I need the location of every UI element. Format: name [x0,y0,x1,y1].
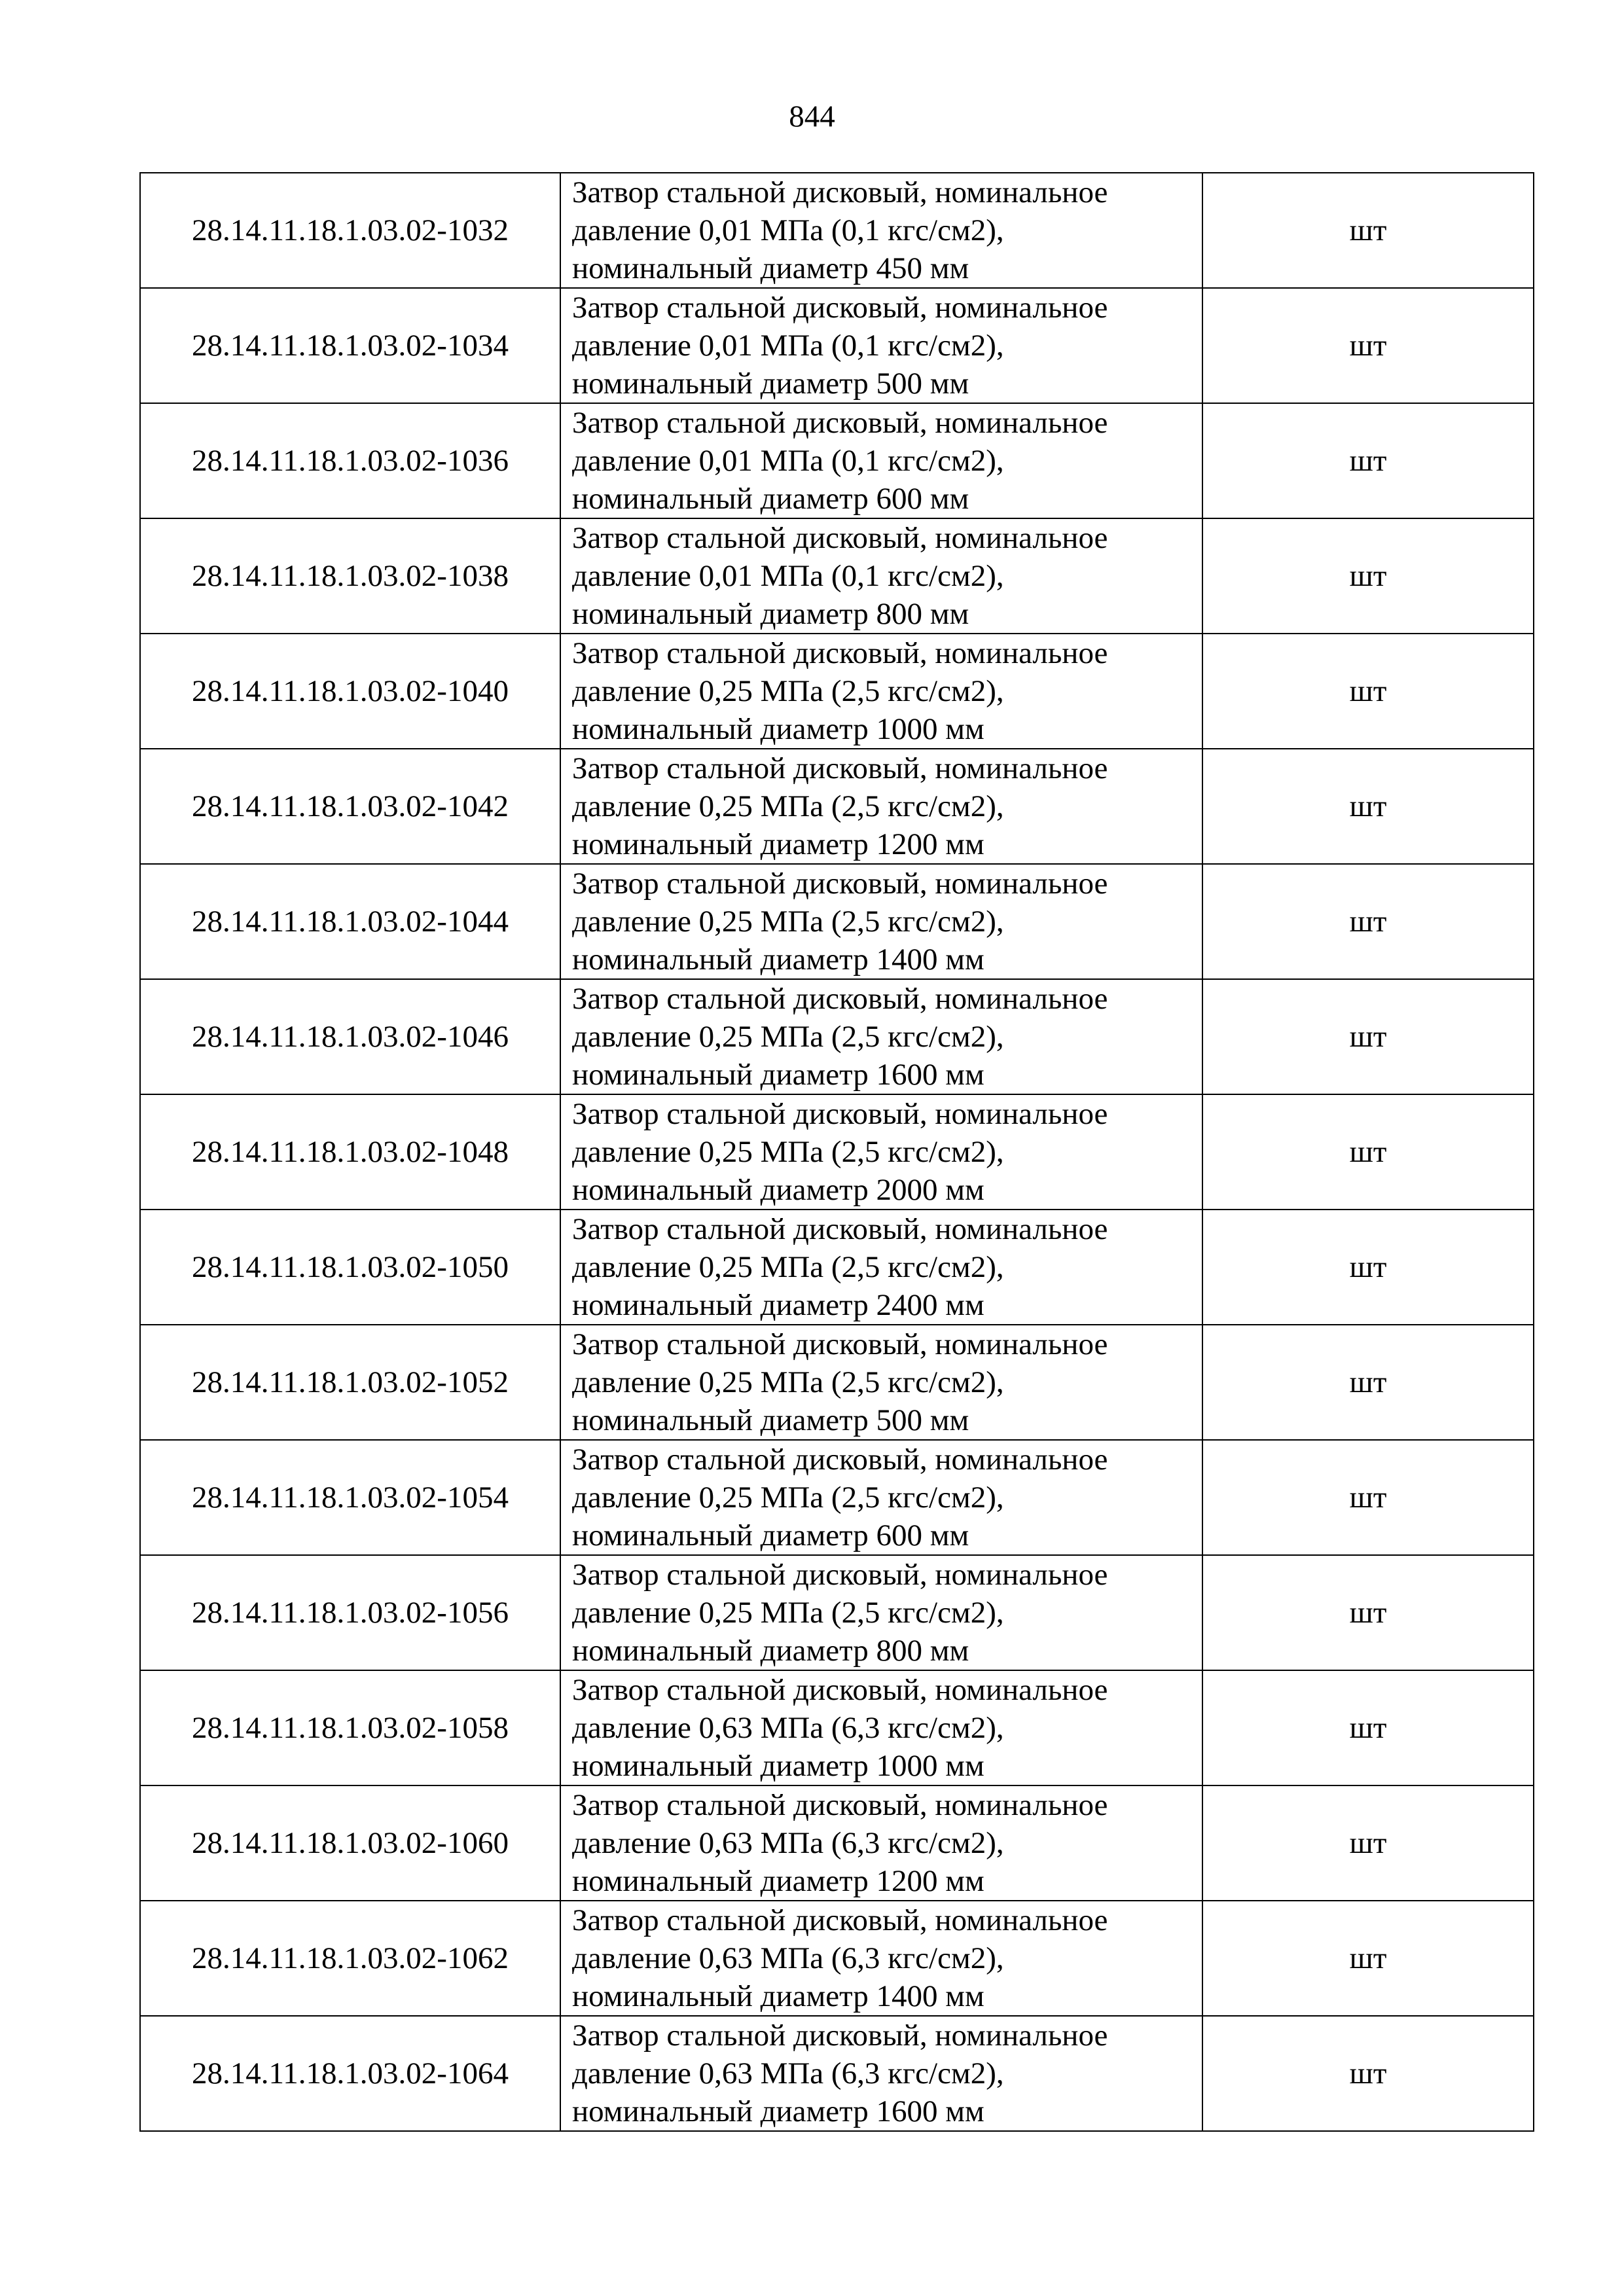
unit-cell: шт [1202,403,1534,518]
table-row [140,1670,1534,1785]
resource-description-cell: Затвор стальной дисковый, номинальное давление 0,63 МПа (6,3 кгс/см2), номинальный диаметр 1400 мм [560,1901,1202,2016]
resource-description-cell: Затвор стальной дисковый, номинальное давление 0,25 МПа (2,5 кгс/см2), номинальный диаметр 1200 мм [560,749,1202,864]
table-row [140,1094,1534,1210]
resource-code-cell: 28.14.11.18.1.03.02-1052 [140,1325,560,1440]
resource-code-cell: 28.14.11.18.1.03.02-1058 [140,1670,560,1785]
unit-cell: шт [1202,634,1534,749]
resource-code-cell: 28.14.11.18.1.03.02-1050 [140,1210,560,1325]
resource-description-cell: Затвор стальной дисковый, номинальное давление 0,01 МПа (0,1 кгс/см2), номинальный диаметр 800 мм [560,518,1202,634]
unit-cell: шт [1202,1670,1534,1785]
resource-code-cell: 28.14.11.18.1.03.02-1036 [140,403,560,518]
page-number: 844 [789,99,835,134]
resource-code-cell: 28.14.11.18.1.03.02-1044 [140,864,560,979]
table-row [140,518,1534,634]
unit-cell: шт [1202,1785,1534,1901]
unit-cell: шт [1202,288,1534,403]
resource-description-cell: Затвор стальной дисковый, номинальное давление 0,63 МПа (6,3 кгс/см2), номинальный диаметр 1000 мм [560,1670,1202,1785]
unit-cell: шт [1202,1901,1534,2016]
resource-description-cell: Затвор стальной дисковый, номинальное давление 0,25 МПа (2,5 кгс/см2), номинальный диаметр 1600 мм [560,979,1202,1094]
resource-code-cell: 28.14.11.18.1.03.02-1042 [140,749,560,864]
resource-description-cell: Затвор стальной дисковый, номинальное давление 0,25 МПа (2,5 кгс/см2), номинальный диаметр 2400 мм [560,1210,1202,1325]
table-row [140,1210,1534,1325]
resource-code-cell: 28.14.11.18.1.03.02-1046 [140,979,560,1094]
resource-description-cell: Затвор стальной дисковый, номинальное давление 0,63 МПа (6,3 кгс/см2), номинальный диаметр 1600 мм [560,2016,1202,2131]
resource-description-cell: Затвор стальной дисковый, номинальное давление 0,25 МПа (2,5 кгс/см2), номинальный диаметр 500 мм [560,1325,1202,1440]
table-row [140,1325,1534,1440]
resource-code-cell: 28.14.11.18.1.03.02-1060 [140,1785,560,1901]
resource-code-cell: 28.14.11.18.1.03.02-1048 [140,1094,560,1210]
resource-description-cell: Затвор стальной дисковый, номинальное давление 0,63 МПа (6,3 кгс/см2), номинальный диаметр 1200 мм [560,1785,1202,1901]
table-row [140,1785,1534,1901]
resource-description-cell: Затвор стальной дисковый, номинальное давление 0,01 МПа (0,1 кгс/см2), номинальный диаметр 450 мм [560,173,1202,288]
unit-cell: шт [1202,2016,1534,2131]
resource-code-cell: 28.14.11.18.1.03.02-1062 [140,1901,560,2016]
table-row [140,1555,1534,1670]
resource-code-cell: 28.14.11.18.1.03.02-1038 [140,518,560,634]
resource-description-cell: Затвор стальной дисковый, номинальное давление 0,25 МПа (2,5 кгс/см2), номинальный диаметр 800 мм [560,1555,1202,1670]
table-row [140,403,1534,518]
unit-cell: шт [1202,1210,1534,1325]
resource-code-cell: 28.14.11.18.1.03.02-1056 [140,1555,560,1670]
table-row [140,1901,1534,2016]
table-row [140,173,1534,288]
unit-cell: шт [1202,1325,1534,1440]
resource-code-cell: 28.14.11.18.1.03.02-1040 [140,634,560,749]
unit-cell: шт [1202,1555,1534,1670]
resource-description-cell: Затвор стальной дисковый, номинальное давление 0,01 МПа (0,1 кгс/см2), номинальный диаметр 500 мм [560,288,1202,403]
resource-code-cell: 28.14.11.18.1.03.02-1064 [140,2016,560,2131]
resource-code-cell: 28.14.11.18.1.03.02-1034 [140,288,560,403]
resource-description-cell: Затвор стальной дисковый, номинальное давление 0,01 МПа (0,1 кгс/см2), номинальный диаметр 600 мм [560,403,1202,518]
table-row [140,1440,1534,1555]
resource-code-cell: 28.14.11.18.1.03.02-1054 [140,1440,560,1555]
resource-description-cell: Затвор стальной дисковый, номинальное давление 0,25 МПа (2,5 кгс/см2), номинальный диаметр 2000 мм [560,1094,1202,1210]
resource-description-cell: Затвор стальной дисковый, номинальное давление 0,25 МПа (2,5 кгс/см2), номинальный диаметр 600 мм [560,1440,1202,1555]
table-row [140,2016,1534,2131]
resource-description-cell: Затвор стальной дисковый, номинальное давление 0,25 МПа (2,5 кгс/см2), номинальный диаметр 1400 мм [560,864,1202,979]
table-row [140,288,1534,403]
resource-code-cell: 28.14.11.18.1.03.02-1032 [140,173,560,288]
table-row [140,749,1534,864]
resource-description-cell: Затвор стальной дисковый, номинальное давление 0,25 МПа (2,5 кгс/см2), номинальный диаметр 1000 мм [560,634,1202,749]
resource-table-body [140,173,1534,2131]
table-row [140,634,1534,749]
unit-cell: шт [1202,979,1534,1094]
unit-cell: шт [1202,1440,1534,1555]
table-row [140,979,1534,1094]
unit-cell: шт [1202,518,1534,634]
unit-cell: шт [1202,864,1534,979]
unit-cell: шт [1202,749,1534,864]
table-row [140,864,1534,979]
unit-cell: шт [1202,173,1534,288]
unit-cell: шт [1202,1094,1534,1210]
resource-table [139,172,1534,2132]
